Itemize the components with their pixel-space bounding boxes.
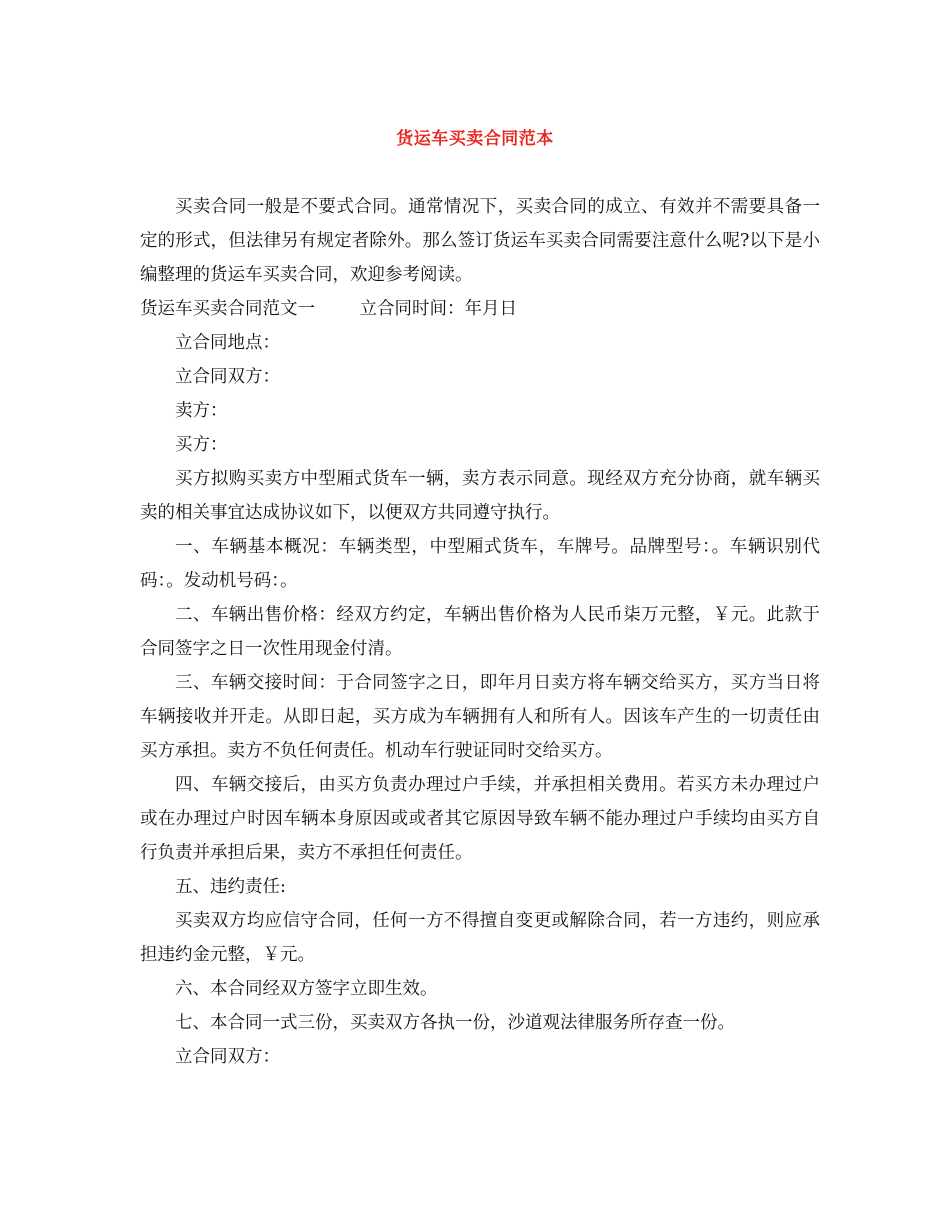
clause-4: 四、车辆交接后，由买方负责办理过户手续，并承担相关费用。若买方未办理过户或在办理过户时因车辆本身原因或或者其它原因导致车辆不能办理过户手续均由买方自行负责并承担后果，卖方不承担任何责任。 xyxy=(140,775,820,863)
clause-6: 六、本合同经双方签字立即生效。 xyxy=(175,979,438,999)
document-body xyxy=(140,190,820,1074)
closing-parties: 立合同双方： xyxy=(175,1047,280,1067)
sample-heading: 货运车买卖合同范文一 xyxy=(140,299,315,319)
clause-3: 三、车辆交接时间：于合同签字之日，即年月日卖方将车辆交给买方，买方当日将车辆接收并开走。从即日起，买方成为车辆拥有人和所有人。因该车产生的一切责任由买方承担。卖方不负任何责任。机动车行驶证同时交给买方。 xyxy=(140,673,820,761)
parties-label: 立合同双方： xyxy=(175,367,280,387)
buyer-label: 买方： xyxy=(175,435,228,455)
preamble-paragraph: 买方拟购买卖方中型厢式货车一辆，卖方表示同意。现经双方充分协商，就车辆买卖的相关事宜达成协议如下，以便双方共同遵守执行。 xyxy=(140,469,820,523)
sign-place: 立合同地点： xyxy=(175,333,280,353)
seller-label: 卖方： xyxy=(175,401,228,421)
sample-heading-line xyxy=(140,292,820,326)
clause-5-heading: 五、违约责任: xyxy=(175,877,286,897)
clause-5-body: 买卖双方均应信守合同，任何一方不得擅自变更或解除合同，若一方违约，则应承担违约金元整，￥元。 xyxy=(140,911,820,965)
clause-2: 二、车辆出售价格：经双方约定，车辆出售价格为人民币柒万元整，￥元。此款于合同签字之日一次性用现金付清。 xyxy=(140,605,820,659)
intro-paragraph: 买卖合同一般是不要式合同。通常情况下，买卖合同的成立、有效并不需要具备一定的形式，但法律另有规定者除外。那么签订货运车买卖合同需要注意什么呢?以下是小编整理的货运车买卖合同，欢迎参考阅读。 xyxy=(140,197,820,285)
clause-7: 七、本合同一式三份，买卖双方各执一份，沙道观法律服务所存查一份。 xyxy=(175,1013,735,1033)
sign-time: 立合同时间：年月日 xyxy=(359,299,518,319)
document-title: 货运车买卖合同范本 xyxy=(396,129,554,149)
clause-1: 一、车辆基本概况：车辆类型，中型厢式货车，车牌号。品牌型号：。车辆识别代码：。发动机号码：。 xyxy=(140,537,820,591)
